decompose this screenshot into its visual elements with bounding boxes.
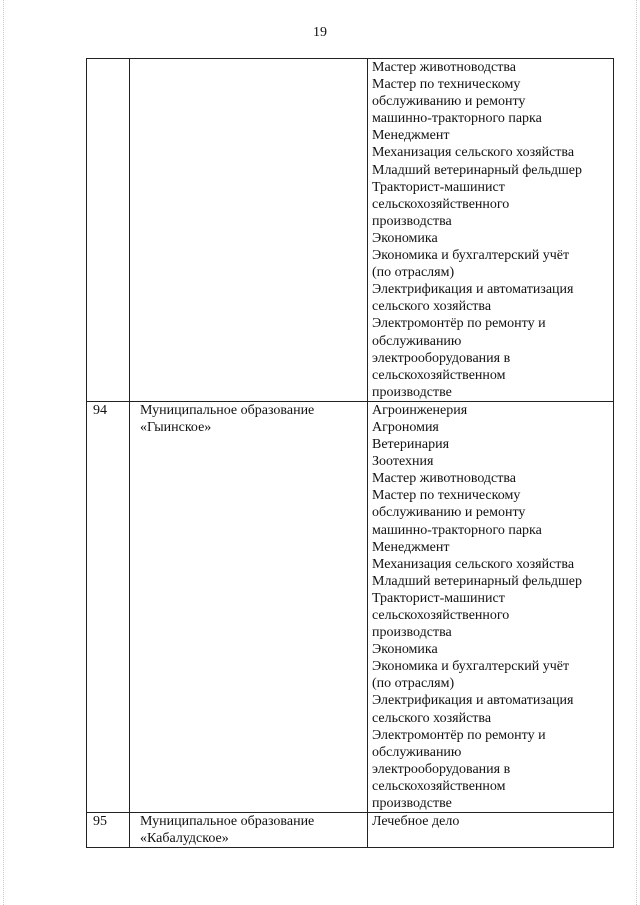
specialty-line: Ветеринария [372, 437, 450, 453]
specialty-line: Мастер животноводства [372, 471, 517, 487]
specialty-line: электрооборудования в [372, 350, 511, 366]
municipality-cell [130, 59, 368, 402]
page-number: 19 [313, 25, 327, 40]
specialty-line: Младший ветеринарный фельдшер [372, 573, 582, 589]
specialty-line: электрооборудования в [372, 761, 511, 777]
row-number-cell [87, 813, 130, 848]
municipality-name-line: Муниципальное образование [140, 814, 315, 830]
specialty-line: Тракторист-машинист [372, 179, 505, 195]
municipality-name-line: Муниципальное образование [140, 402, 315, 418]
specialty-line: обслуживанию и ремонту [372, 505, 526, 521]
specialty-line: Электрификация и автоматизация [372, 693, 574, 709]
specialty-line: производства [372, 213, 452, 229]
specialty-line: Менеджмент [372, 539, 450, 555]
specialty-line: Механизация сельского хозяйства [372, 145, 575, 161]
specialty-line: Зоотехния [372, 454, 434, 470]
specialty-line: Электромонтёр по ремонту и [372, 316, 546, 332]
specialty-line: Экономика [372, 230, 438, 246]
table-row [87, 401, 614, 812]
specialty-line: производства [372, 625, 452, 641]
specialty-line: обслуживанию [372, 744, 462, 760]
specialty-line: обслуживанию [372, 333, 462, 349]
specialty-line: Мастер по техническому [372, 77, 521, 93]
specialties-cell [368, 813, 614, 848]
table-row [87, 813, 614, 848]
specialty-line: сельского хозяйства [372, 299, 492, 315]
specialty-line: Менеджмент [372, 128, 450, 144]
row-number: 94 [93, 402, 107, 418]
specialty-line: Экономика [372, 642, 438, 658]
row-number-cell [87, 401, 130, 812]
specialty-line: сельскохозяйственного [372, 196, 510, 212]
specialties-table [86, 58, 614, 848]
specialty-line: производстве [372, 796, 452, 812]
specialty-line: сельского хозяйства [372, 710, 492, 726]
specialty-line: (по отраслям) [372, 265, 455, 281]
specialty-line: Электрификация и автоматизация [372, 282, 574, 298]
municipality-name-line: «Гыинское» [140, 419, 212, 435]
municipality-cell [130, 401, 368, 812]
specialty-line: Экономика и бухгалтерский учёт [372, 248, 570, 264]
row-number: 95 [93, 814, 107, 830]
specialty-line: сельскохозяйственного [372, 608, 510, 623]
specialty-line: Электромонтёр по ремонту и [372, 727, 546, 743]
scan-right-edge [636, 0, 638, 905]
specialties-cell [368, 401, 614, 812]
table-row [87, 59, 614, 402]
scan-left-edge [3, 0, 5, 905]
row-number-cell [87, 59, 130, 402]
specialty-line: Мастер по техническому [372, 488, 521, 504]
specialty-line: обслуживанию и ремонту [372, 94, 526, 110]
specialty-line: Лечебное дело [372, 814, 460, 830]
specialty-line: (по отраслям) [372, 676, 455, 692]
specialty-line: Механизация сельского хозяйства [372, 556, 575, 572]
specialty-line: Мастер животноводства [372, 60, 517, 75]
specialty-line: Тракторист-машинист [372, 590, 505, 606]
specialty-line: сельскохозяйственном [372, 778, 506, 794]
specialties-cell [368, 59, 614, 402]
specialty-line: сельскохозяйственном [372, 367, 506, 383]
municipality-cell [130, 813, 368, 848]
municipality-name-line: «Кабалудское» [140, 831, 229, 847]
specialty-line: машинно-тракторного парка [372, 111, 542, 127]
specialty-line: Агроинженерия [372, 402, 468, 418]
specialty-line: Экономика и бухгалтерский учёт [372, 659, 570, 675]
specialty-line: машинно-тракторного парка [372, 522, 542, 538]
specialty-line: производстве [372, 384, 452, 400]
specialty-line: Агрономия [372, 419, 439, 435]
specialty-line: Младший ветеринарный фельдшер [372, 162, 582, 178]
